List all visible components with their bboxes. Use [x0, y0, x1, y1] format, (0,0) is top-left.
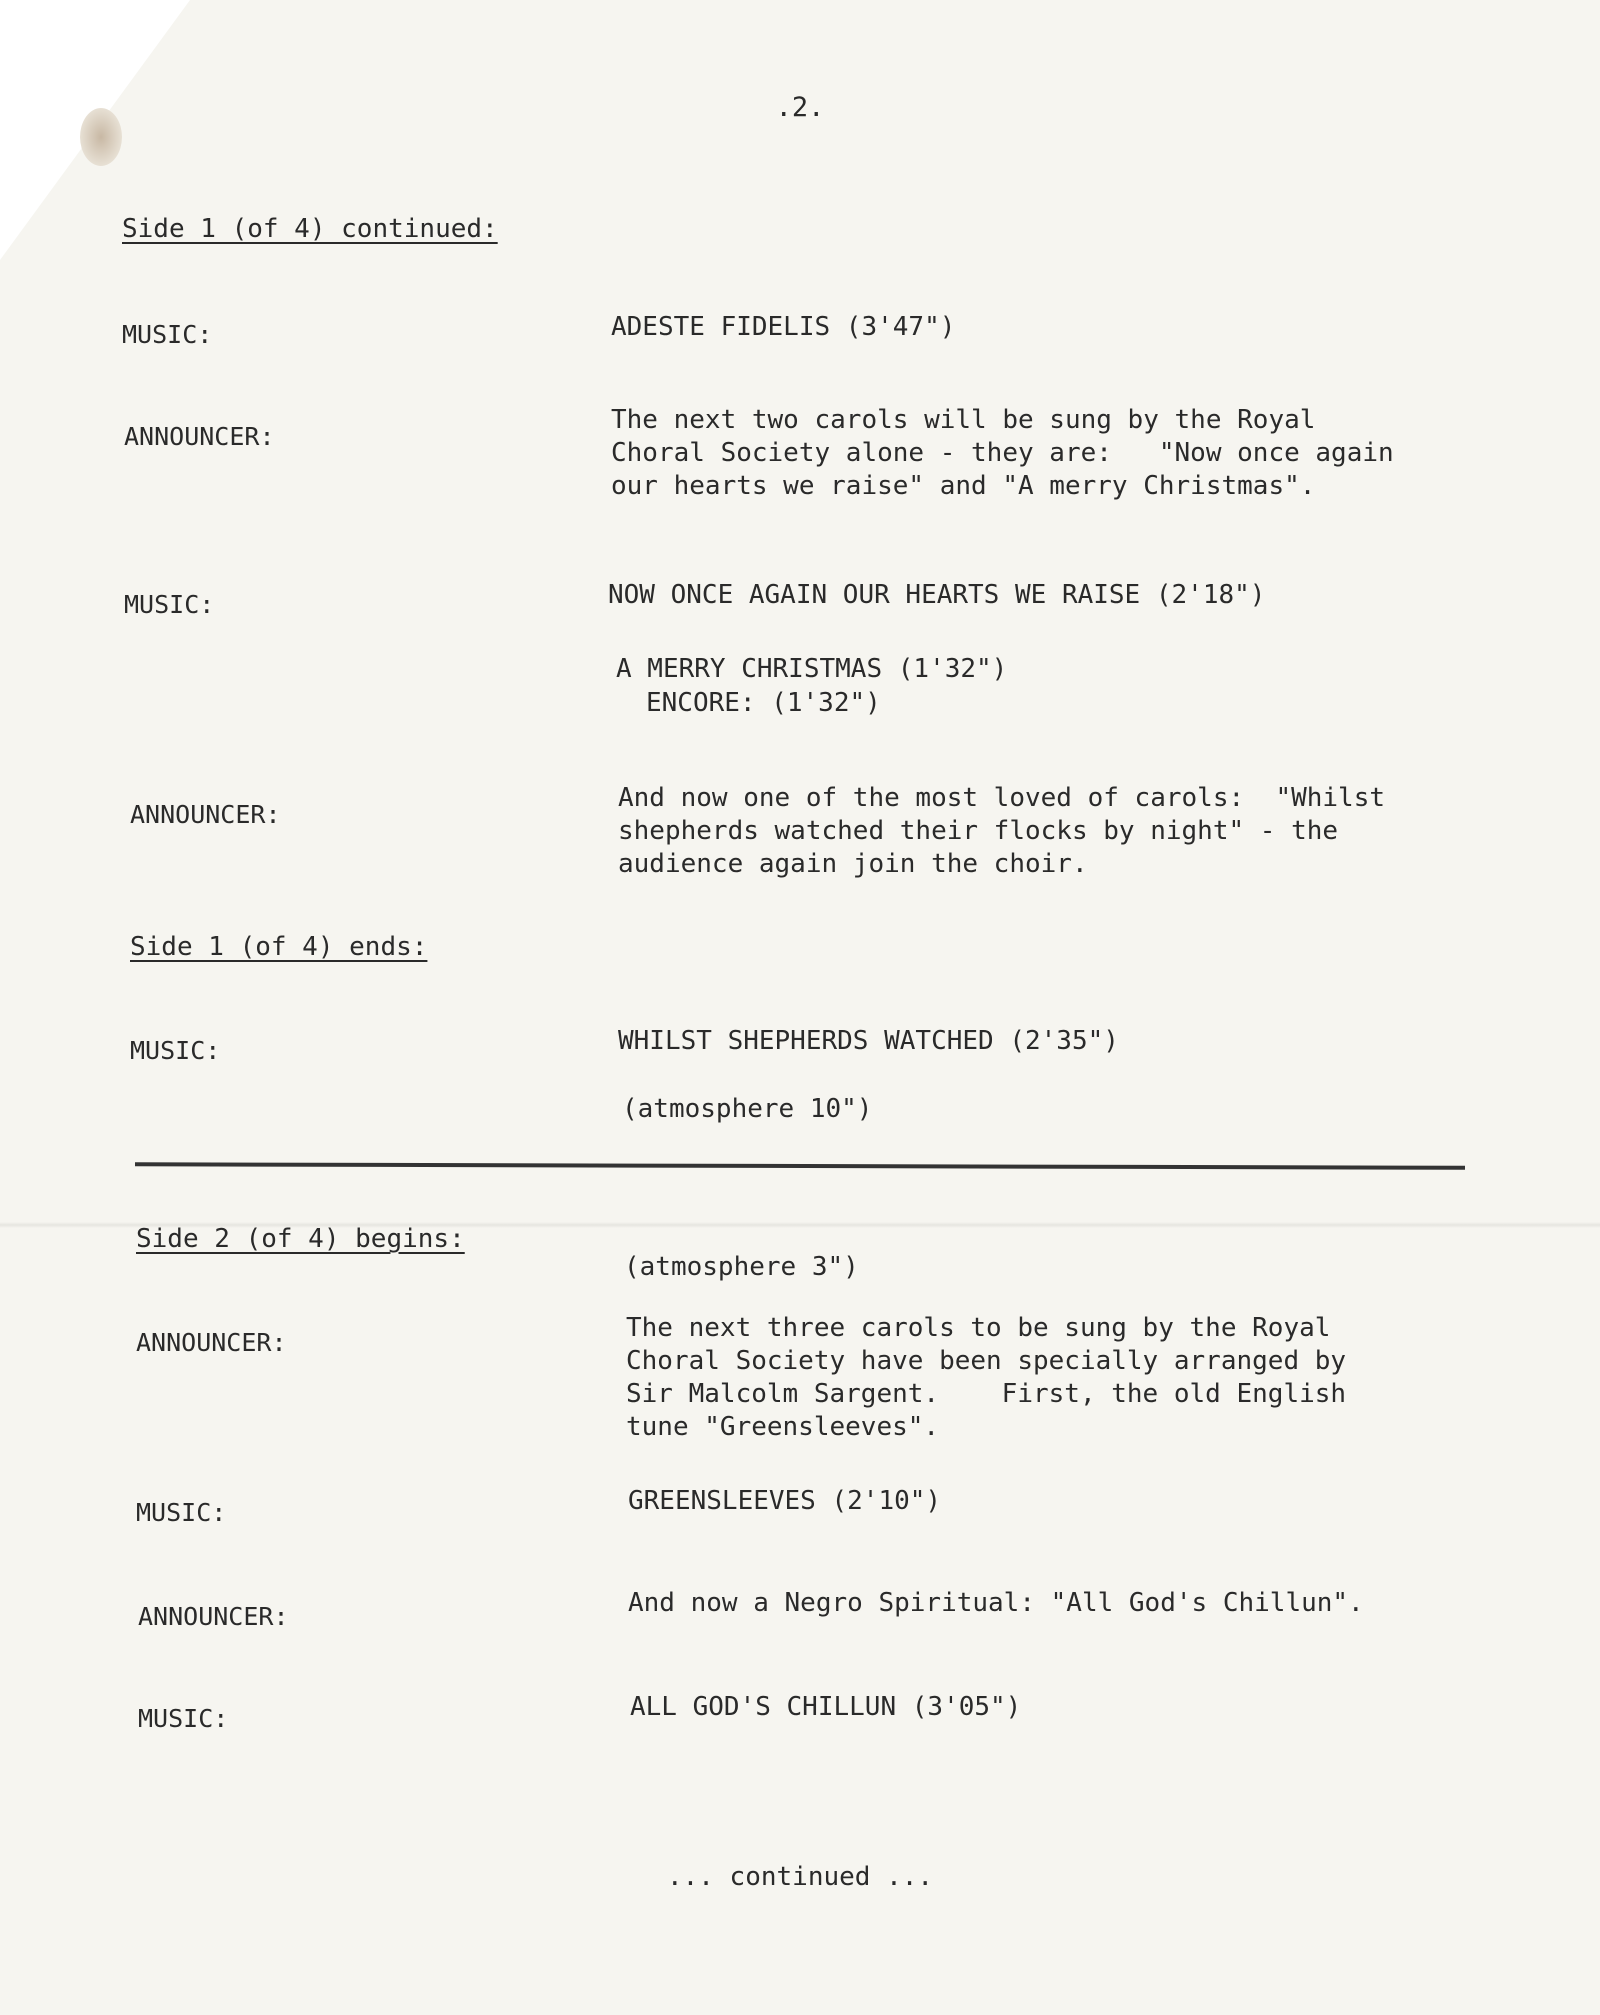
music-cue: GREENSLEEVES (2'10")	[628, 1486, 942, 1516]
section-heading-side1-ends: Side 1 (of 4) ends:	[130, 932, 428, 962]
music-cue: ALL GOD'S CHILLUN (3'05")	[630, 1692, 1022, 1722]
cue-label: ANNOUNCER:	[136, 1328, 287, 1357]
cue-label: ANNOUNCER:	[138, 1602, 289, 1631]
cue-label: MUSIC:	[130, 1036, 221, 1065]
section-heading-side1-continued: Side 1 (of 4) continued:	[122, 214, 498, 244]
music-cue-sub: A MERRY CHRISTMAS (1'32")	[616, 654, 1008, 684]
music-cue: NOW ONCE AGAIN OUR HEARTS WE RAISE (2'18")	[608, 580, 1266, 610]
music-cue-sub: ENCORE: (1'32")	[646, 688, 881, 718]
continued-footer: ... continued ...	[666, 1862, 934, 1892]
section-divider	[135, 1162, 1465, 1169]
announcer-text: The next two carols will be sung by the Royal Choral Society alone - they are: "Now once again our hearts we raise" and "A merry Christmas".	[611, 405, 1394, 501]
page-number: .2.	[775, 92, 825, 123]
music-cue: WHILST SHEPHERDS WATCHED (2'35")	[618, 1026, 1119, 1056]
music-cue: ADESTE FIDELIS (3'47")	[611, 312, 956, 342]
cue-label: MUSIC:	[136, 1498, 227, 1527]
cue-label: MUSIC:	[122, 320, 213, 349]
atmosphere-note: (atmosphere 10")	[622, 1094, 873, 1124]
cue-label: MUSIC:	[124, 590, 215, 619]
announcer-text: And now one of the most loved of carols: "Whilst shepherds watched their flocks by night" - the audience again join the choir.	[618, 783, 1386, 879]
cue-label: MUSIC:	[138, 1704, 229, 1733]
section-heading-side2-begins: Side 2 (of 4) begins:	[136, 1224, 465, 1254]
cue-label: ANNOUNCER:	[124, 422, 275, 451]
cue-label: ANNOUNCER:	[130, 800, 281, 829]
announcer-text: The next three carols to be sung by the Royal Choral Society have been specially arranged by Sir Malcolm Sargent. First, the old English tune "Greensleeves".	[626, 1313, 1347, 1442]
announcer-text: And now a Negro Spiritual: "All God's Chillun".	[628, 1588, 1364, 1618]
atmosphere-note: (atmosphere 3")	[624, 1252, 859, 1282]
